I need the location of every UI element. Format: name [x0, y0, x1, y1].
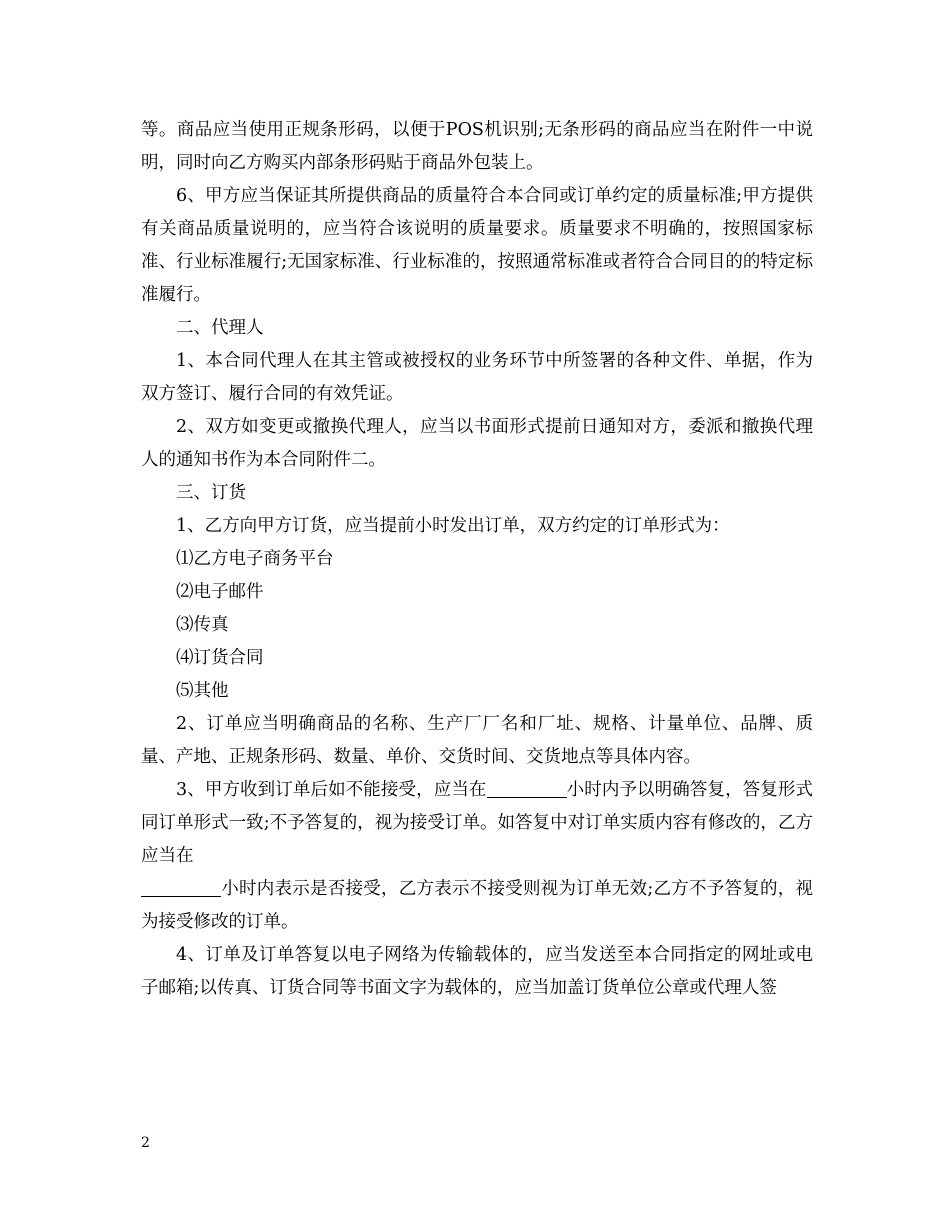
paragraph-13-part-a: 3、甲方收到订单后如不能接受，应当在 [176, 780, 487, 800]
document-body [141, 114, 813, 1005]
paragraph-15: 4、订单及订单答复以电子网络为传输载体的，应当发送至本合同指定的网址或电子邮箱;以传真、订货合同等书面文字为载体的，应当加盖订货单位公章或代理人签 [141, 945, 813, 998]
list-item-2: ⑵电子邮件 [176, 582, 264, 602]
paragraph-3: 1、本合同代理人在其主管或被授权的业务环节中所签署的各种文件、单据，作为双方签订、履行合同的有效凭证。 [141, 351, 813, 404]
paragraph-13 [141, 774, 813, 873]
section-heading-order: 三、订货 [176, 483, 246, 503]
paragraph-14-text: 小时内表示是否接受，乙方表示不接受则视为订单无效;乙方不予答复的，视为接受修改的订单。 [141, 879, 813, 932]
fill-in-blank [487, 777, 567, 798]
paragraph-4: 2、双方如变更或撤换代理人，应当以书面形式提前日通知对方，委派和撤换代理人的通知书作为本合同附件二。 [141, 417, 813, 470]
paragraph-12: 2、订单应当明确商品的名称、生产厂厂名和厂址、规格、计量单位、品牌、质量、产地、正规条形码、数量、单价、交货时间、交货地点等具体内容。 [141, 714, 813, 767]
list-item-3: ⑶传真 [176, 615, 229, 635]
paragraph-13-part-b: 小时内予以明确答复，答复形式同订单形式一致;不予答复的，视为接受订单。如答复中对订单实质内容有修改的，乙方应当在 [141, 780, 813, 866]
paragraph-14 [141, 873, 813, 939]
page-number: 2 [141, 1135, 150, 1151]
list-item-5: ⑸其他 [176, 681, 229, 701]
paragraph-0: 等。商品应当使用正规条形码，以便于POS机识别;无条形码的商品应当在附件一中说明，同时向乙方购买内部条形码贴于商品外包装上。 [141, 120, 813, 173]
paragraph-1: 6、甲方应当保证其所提供商品的质量符合本合同或订单约定的质量标准;甲方提供有关商品质量说明的，应当符合该说明的质量要求。质量要求不明确的，按照国家标准、行业标准履行;无国家标准、行业标准的，按照通常标准或者符合合同目的的特定标准履行。 [141, 186, 813, 305]
fill-in-blank [141, 876, 221, 897]
list-item-1: ⑴乙方电子商务平台 [176, 549, 334, 569]
list-item-4: ⑷订货合同 [176, 648, 264, 668]
paragraph-6: 1、乙方向甲方订货，应当提前小时发出订单，双方约定的订单形式为： [176, 516, 730, 536]
section-heading-agent: 二、代理人 [176, 318, 264, 338]
